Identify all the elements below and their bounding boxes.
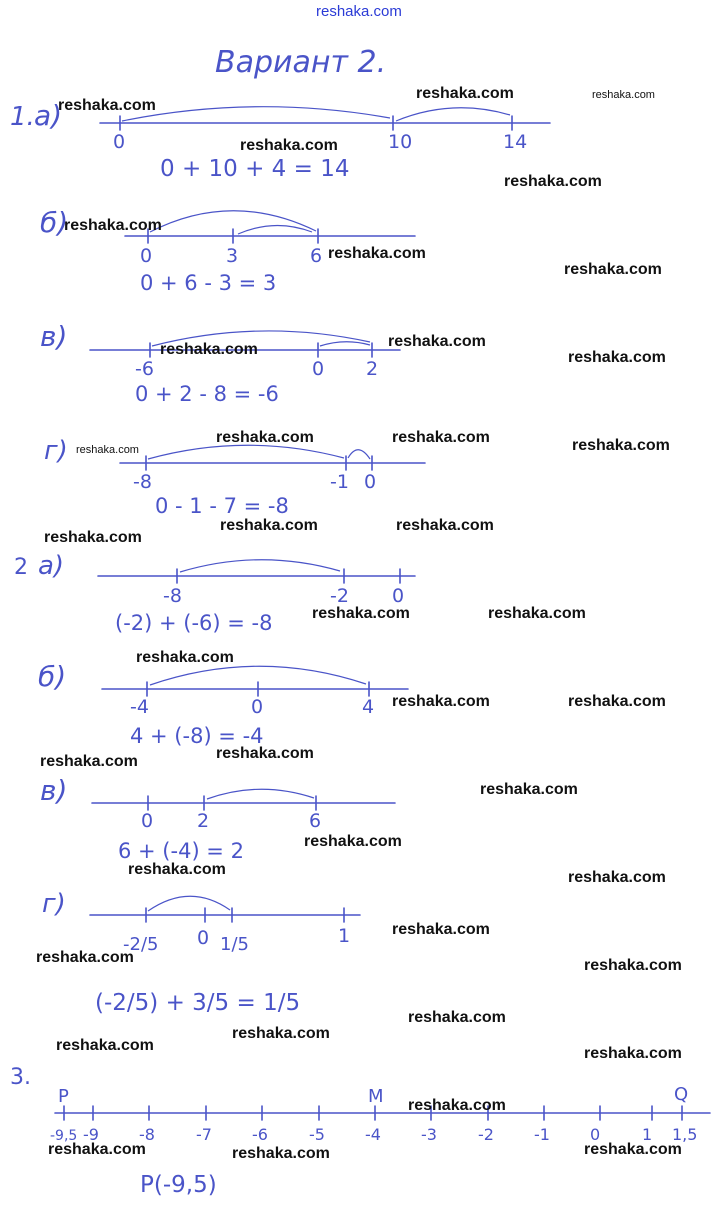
answer: P(-9,5)	[140, 1172, 217, 1198]
equation: 4 + (-8) = -4	[130, 724, 264, 748]
tick-label: 1,5	[672, 1125, 698, 1144]
watermark: reshaka.com	[584, 957, 682, 974]
problem-2a	[38, 551, 415, 635]
watermark: reshaka.com	[564, 261, 662, 278]
watermark: reshaka.com	[76, 444, 139, 456]
watermark: reshaka.com	[396, 517, 494, 534]
tick-label: -6	[252, 1125, 268, 1144]
equation: 0 + 10 + 4 = 14	[160, 156, 350, 182]
watermark: reshaka.com	[388, 333, 486, 350]
tick-label: -2	[330, 585, 349, 607]
tick-label: -4	[130, 696, 149, 718]
watermark: reshaka.com	[36, 949, 134, 966]
tick-label: 0	[392, 585, 405, 607]
point-m-label: M	[368, 1086, 384, 1107]
jump-arrow	[122, 107, 390, 121]
problem-2v-label: в)	[40, 774, 68, 807]
tick-label: -6	[135, 358, 154, 380]
watermark: reshaka.com	[40, 753, 138, 770]
tick-label: -8	[163, 585, 182, 607]
jump-arrow	[396, 108, 510, 121]
watermark: reshaka.com	[304, 833, 402, 850]
watermark: reshaka.com	[58, 97, 156, 114]
problem-2a-label: а)	[38, 551, 65, 581]
equation: (-2/5) + 3/5 = 1/5	[95, 990, 301, 1016]
problem-2-number: 2	[14, 555, 28, 580]
watermark: reshaka.com	[312, 605, 410, 622]
problem-1b-label: б)	[40, 206, 69, 239]
site-header-watermark: reshaka.com	[316, 3, 402, 20]
watermark: reshaka.com	[232, 1025, 330, 1042]
tick-label: -5	[309, 1125, 325, 1144]
tick-label: 6	[309, 810, 322, 832]
tick-label: 14	[503, 131, 528, 153]
watermark: reshaka.com	[128, 861, 226, 878]
tick-label: -8	[139, 1125, 155, 1144]
watermark: reshaka.com	[568, 349, 666, 366]
watermark: reshaka.com	[216, 745, 314, 762]
variant-title: Вариант 2.	[215, 45, 387, 80]
watermark: reshaka.com	[584, 1045, 682, 1062]
watermark: reshaka.com	[408, 1009, 506, 1026]
problem-2g-label: г)	[42, 889, 66, 919]
watermark: reshaka.com	[592, 89, 655, 101]
problem-1-number: 1.	[10, 102, 35, 132]
tick-label: 10	[388, 131, 413, 153]
equation: 0 - 1 - 7 = -8	[155, 494, 289, 518]
tick-label: -1	[330, 471, 349, 493]
tick-label: -4	[365, 1125, 381, 1144]
tick-label: -9	[83, 1125, 99, 1144]
tick-label: 0	[590, 1125, 601, 1144]
tick-label: -1	[534, 1125, 550, 1144]
point-q-label: Q	[674, 1084, 689, 1105]
tick-label: 1	[338, 925, 351, 947]
tick-label: 2	[197, 810, 210, 832]
jump-arrow	[180, 560, 340, 572]
watermark: reshaka.com	[584, 1141, 682, 1158]
watermark: reshaka.com	[392, 693, 490, 710]
problem-3	[10, 1065, 710, 1198]
watermark: reshaka.com	[44, 529, 142, 546]
tick-label: 1	[642, 1125, 653, 1144]
watermark: reshaka.com	[504, 173, 602, 190]
tick-label: 0	[312, 358, 325, 380]
tick-label: 6	[310, 245, 323, 267]
tick-label: 0	[251, 696, 264, 718]
jump-arrow	[148, 896, 230, 911]
problem-1g-label: г)	[44, 436, 68, 466]
tick-label: 0	[141, 810, 154, 832]
tick-label: -9,5	[50, 1128, 78, 1144]
equation: 6 + (-4) = 2	[118, 839, 244, 863]
tick-label: -3	[421, 1125, 437, 1144]
tick-label: 0	[364, 471, 377, 493]
jump-arrow	[207, 789, 314, 799]
problem-3-number: 3.	[10, 1065, 31, 1090]
problem-2b-label: б)	[38, 660, 67, 693]
tick-label: -2/5	[123, 934, 159, 955]
watermark: reshaka.com	[160, 341, 258, 358]
watermark: reshaka.com	[56, 1037, 154, 1054]
tick-label: 0	[197, 927, 210, 949]
problem-2b	[38, 660, 408, 748]
jump-arrow	[348, 450, 370, 459]
equation: 0 + 6 - 3 = 3	[140, 271, 277, 295]
watermark: reshaka.com	[572, 437, 670, 454]
jump-arrow	[238, 225, 312, 234]
tick-label: -7	[196, 1125, 212, 1144]
watermark: reshaka.com	[328, 245, 426, 262]
watermark: reshaka.com	[392, 921, 490, 938]
watermark: reshaka.com	[220, 517, 318, 534]
watermark: reshaka.com	[136, 649, 234, 666]
watermark: reshaka.com	[216, 429, 314, 446]
problem-1a-label: а)	[34, 99, 63, 132]
tick-label: 4	[362, 696, 375, 718]
tick-label: 3	[226, 245, 239, 267]
watermark: reshaka.com	[48, 1141, 146, 1158]
equation: (-2) + (-6) = -8	[115, 611, 273, 635]
point-p-label: P	[58, 1086, 69, 1107]
watermark: reshaka.com	[568, 693, 666, 710]
tick-label: 1/5	[220, 934, 249, 955]
watermark: reshaka.com	[488, 605, 586, 622]
tick-label: 0	[113, 131, 126, 153]
jump-arrow	[320, 342, 370, 346]
watermark: reshaka.com	[480, 781, 578, 798]
problem-1v	[40, 320, 400, 406]
watermark: reshaka.com	[416, 85, 514, 102]
tick-label: -8	[133, 471, 152, 493]
watermark: reshaka.com	[568, 869, 666, 886]
watermark: reshaka.com	[408, 1097, 506, 1114]
watermark: reshaka.com	[240, 137, 338, 154]
tick-label: 2	[366, 358, 379, 380]
problem-1v-label: в)	[40, 320, 68, 353]
tick-label: -2	[478, 1125, 494, 1144]
watermark: reshaka.com	[64, 217, 162, 234]
watermark: reshaka.com	[232, 1145, 330, 1162]
watermark: reshaka.com	[392, 429, 490, 446]
tick-label: 0	[140, 245, 153, 267]
jump-arrow	[148, 445, 344, 459]
equation: 0 + 2 - 8 = -6	[135, 382, 279, 406]
